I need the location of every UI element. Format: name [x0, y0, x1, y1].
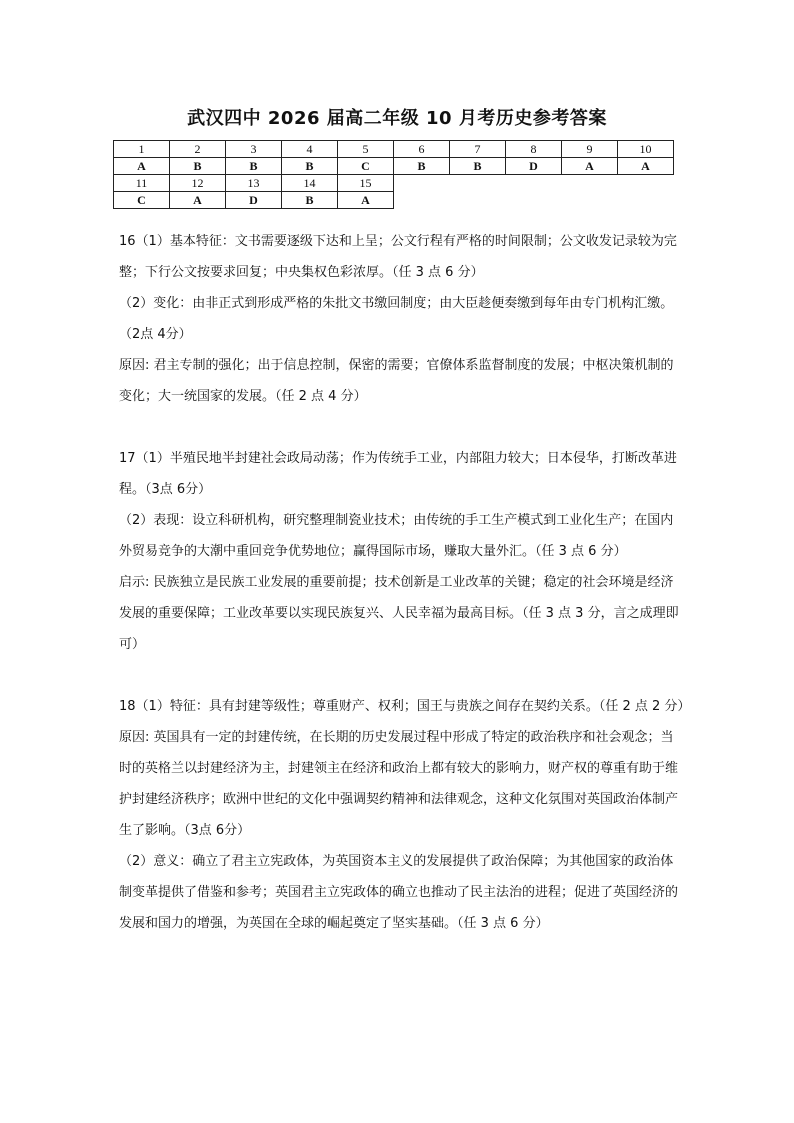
- question-number-cell: 11: [114, 175, 170, 192]
- answer-table-answer-row: [114, 192, 674, 209]
- question-number-cell: 4: [282, 141, 338, 158]
- empty-cell: [394, 192, 674, 209]
- answer-cell: B: [282, 158, 338, 175]
- q17-part2-show: （2）表现：设立科研机构，研究整理制瓷业技术；由传统的手工生产模式到工业化生产；在国内外贸易竞争的大潮中重回竞争优势地位；赢得国际市场，赚取大量外汇。（任 3 点 6 分）: [119, 513, 674, 559]
- answer-cell: D: [506, 158, 562, 175]
- q16-part1: 16（1）基本特征：文书需要逐级下达和上呈；公文行程有严格的时间限制；公文收发记录较为完整；下行公文按要求回复；中央集权色彩浓厚。（任 3 点 6 分）: [119, 234, 677, 280]
- answer-cell: B: [394, 158, 450, 175]
- q16-part2-reason: 原因: 君主专制的强化；出于信息控制，保密的需要；官僚体系监督制度的发展；中枢决策机制的变化；大一统国家的发展。（任 2 点 4 分）: [119, 358, 674, 404]
- answer-cell: D: [226, 192, 282, 209]
- answer-cell: C: [114, 192, 170, 209]
- question-number-cell: 6: [394, 141, 450, 158]
- answer-cell: B: [282, 192, 338, 209]
- question-number-cell: 8: [506, 141, 562, 158]
- answer-table-answer-row: [114, 158, 674, 175]
- question-number-cell: 13: [226, 175, 282, 192]
- q18-part2: （2）意义：确立了君主立宪政体，为英国资本主义的发展提供了政治保障；为其他国家的政治体制变革提供了借鉴和参考；英国君主立宪政体的确立也推动了民主法治的进程；促进了英国经济的发展和国力的增强，为英国在全球的崛起奠定了坚实基础。（任 3 点 6 分）: [119, 854, 679, 931]
- answer-cell: C: [338, 158, 394, 175]
- q18-part1: 18（1）特征：具有封建等级性；尊重财产、权利；国王与贵族之间存在契约关系。（任 2 点 2 分）: [119, 699, 691, 714]
- answer-table: [113, 140, 674, 209]
- question-number-cell: 14: [282, 175, 338, 192]
- answer-cell: A: [114, 158, 170, 175]
- answer-table-number-row: [114, 141, 674, 158]
- empty-cell: [394, 175, 674, 192]
- answer-cell: B: [450, 158, 506, 175]
- answer-cell: B: [170, 158, 226, 175]
- question-number-cell: 2: [170, 141, 226, 158]
- answer-table-number-row: [114, 175, 674, 192]
- answer-body: [119, 226, 691, 939]
- answer-cell: B: [226, 158, 282, 175]
- answer-cell: A: [562, 158, 618, 175]
- answer-cell: A: [170, 192, 226, 209]
- question-number-cell: 3: [226, 141, 282, 158]
- q18-part1-reason: 原因: 英国具有一定的封建传统，在长期的历史发展过程中形成了特定的政治秩序和社会观念；当时的英格兰以封建经济为主，封建领主在经济和政治上都有较大的影响力，财产权的尊重有助于维护封建经济秩序；欧洲中世纪的文化中强调契约精神和法律观念，这种文化氛围对英国政治体制产生了影响。（3点 6分）: [119, 730, 679, 838]
- question-number-cell: 7: [450, 141, 506, 158]
- question-number-cell: 10: [618, 141, 674, 158]
- question-number-cell: 12: [170, 175, 226, 192]
- answer-cell: A: [618, 158, 674, 175]
- question-number-cell: 1: [114, 141, 170, 158]
- question-number-cell: 5: [338, 141, 394, 158]
- q16-part2-change: （2）变化：由非正式到形成严格的朱批文书缴回制度；由大臣趁便奏缴到每年由专门机构汇缴。（2点 4分）: [119, 296, 674, 342]
- q17-part1: 17（1）半殖民地半封建社会政局动荡；作为传统手工业，内部阻力较大；日本侵华，打断改革进程。（3点 6分）: [119, 451, 677, 497]
- page-title: 武汉四中 2026 届高二年级 10 月考历史参考答案: [187, 108, 607, 129]
- q17-part2-insight: 启示: 民族独立是民族工业发展的重要前提；技术创新是工业改革的关键；稳定的社会环境是经济发展的重要保障；工业改革要以实现民族复兴、人民幸福为最高目标。（任 3 点 3 分，言之成理即可）: [119, 575, 679, 652]
- answer-cell: A: [338, 192, 394, 209]
- question-number-cell: 9: [562, 141, 618, 158]
- question-number-cell: 15: [338, 175, 394, 192]
